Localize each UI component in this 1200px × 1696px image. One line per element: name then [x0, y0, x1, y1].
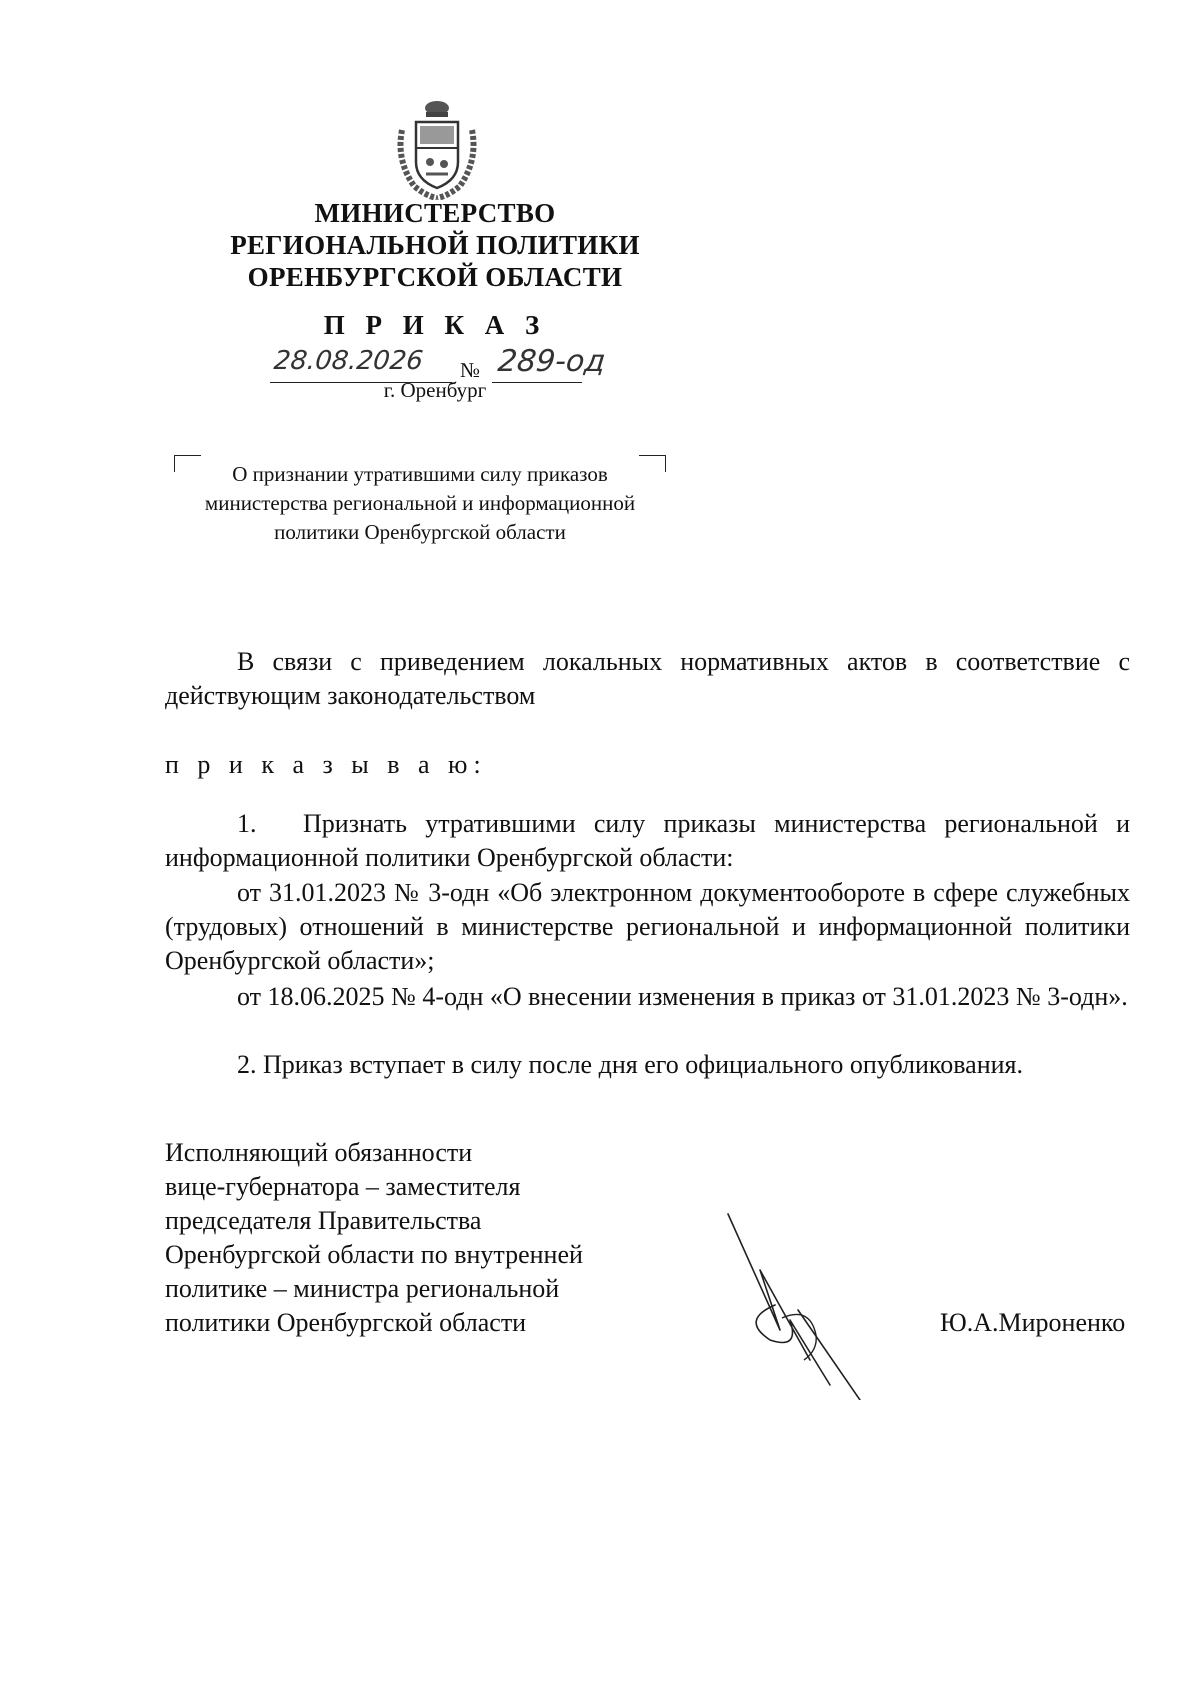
order-item-1 [165, 807, 1130, 875]
handwritten-signature-icon [720, 1210, 870, 1400]
repealed-order-1: от 31.01.2023 № 3-одн «Об электронном документообороте в сфере служебных (трудовых) отношений в министерстве региональной и информационной политики Оренбургской области»; [165, 878, 1130, 975]
signer-position-line: политики Оренбургской области [165, 1308, 527, 1337]
subject-line: О признании утратившими силу приказов [232, 462, 608, 486]
document-type-title: П Р И К А З [323, 310, 547, 340]
subject-line: политики Оренбургской области [274, 520, 566, 544]
signer-name: Ю.А.Мироненко [940, 1308, 1126, 1337]
order-date: 28.08.2026 [272, 346, 425, 376]
item-1-text: Признать утратившими силу приказы министерства региональной и информационной политики Оренбургской области: [165, 809, 1130, 872]
city-label: г. Оренбург [383, 378, 487, 402]
order-subject [160, 455, 680, 555]
coat-of-arms-icon [392, 100, 482, 200]
subject-line: министерства региональной и информационной [204, 491, 636, 515]
ministry-name-line: МИНИСТЕРСТВО [314, 198, 556, 228]
signer-position-line: Оренбургской области по внутренней [165, 1240, 583, 1269]
signer-position-line: вице-губернатора – заместителя [165, 1172, 521, 1201]
signer-position-line: Исполняющий обязанности [165, 1138, 473, 1167]
order-item-2: 2. Приказ вступает в силу после дня его официального опубликования. [237, 1050, 1023, 1079]
preamble-paragraph: В связи с приведением локальных нормативных актов в соответствие с действующим законодательством [165, 647, 1130, 710]
order-word: п р и к а з ы в а ю: [165, 750, 487, 779]
repealed-order-2: от 18.06.2025 № 4-одн «О внесении изменения в приказ от 31.01.2023 № 3-одн». [237, 982, 1128, 1011]
item-number: 1. [237, 809, 257, 838]
signer-position-line: политике – министра региональной [165, 1274, 560, 1303]
order-number: 289-од [496, 344, 608, 379]
ministry-name-line: ОРЕНБУРГСКОЙ ОБЛАСТИ [247, 262, 623, 292]
signer-position-line: председателя Правительства [165, 1206, 482, 1235]
number-sign: № [460, 358, 481, 382]
ministry-name-line: РЕГИОНАЛЬНОЙ ПОЛИТИКИ [230, 230, 640, 260]
